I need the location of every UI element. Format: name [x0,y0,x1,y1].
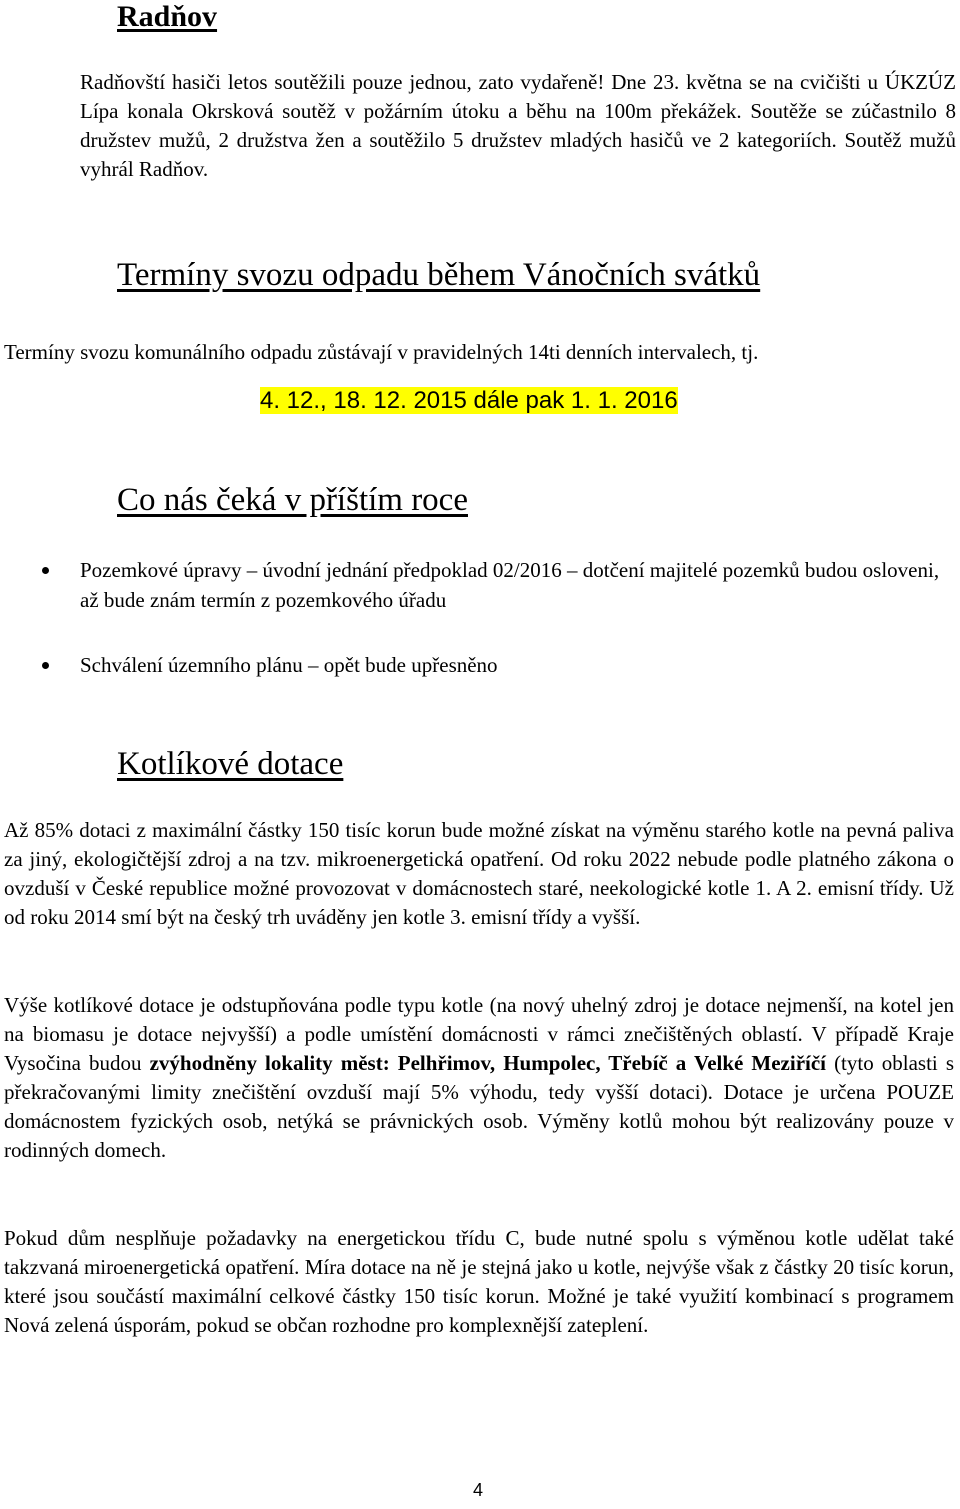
waste-dates [260,386,678,416]
boilers-p2-text-end: (tyto oblasti s překračovanými limity znečištění ovzduší mají 5% výhodu, tedy vyšší dotaci). Dotace je určena POUZE domácnostem fyzických osob, netýká se právnických osob. Výměny kotlů mohou být realizovány pouze v rodinných domech. [4,1051,954,1162]
section-title-boilers: Kotlíkové dotace [117,746,344,782]
boilers-paragraph-3: Pokud dům nesplňuje požadavky na energetickou třídu C, bude nutné spolu s výměnou kotle udělat také takzvaná miroenergetická opatření. Míra dotace na ně je stejná jako u kotle, nejvýše však z částky 20 tisíc korun, které jsou součástí maximální celkové částky 150 tisíc korun. Možné je také využití kombinací s programem Nová zelená úsporám, pokud se občan rozhodne pro komplexnější zateplení. [4,1226,954,1337]
section-title-next-year: Co nás čeká v příštím roce [117,482,468,518]
list-item [42,555,956,615]
page-number: 4 [473,1480,484,1500]
section-title-radnov: Radňov [117,0,218,33]
boilers-paragraph-2 [4,991,954,1165]
waste-paragraph: Termíny svozu komunálního odpadu zůstávají v pravidelných 14ti denních intervalech, tj. [4,340,759,364]
section-title-waste: Termíny svozu odpadu během Vánočních svátků [117,257,761,293]
highlighted-dates: 4. 12., 18. 12. 2015 dále pak 1. 1. 2016 [260,387,678,414]
bullet-icon [42,662,49,669]
bullet-icon [42,567,49,574]
list-item-text: Pozemkové úpravy – úvodní jednání předpoklad 02/2016 – dotčení majitelé pozemků budou osloveni, až bude znám termín z pozemkového úřadu [80,558,940,612]
boilers-paragraph-1: Až 85% dotaci z maximální částky 150 tisíc korun bude možné získat na výměnu starého kotle na pevná paliva za jiný, ekologičtější zdroj a na tzv. mikroenergetická opatření. Od roku 2022 nebude podle platného zákona o ovzduší v České republice možné provozovat v domácnostech staré, neekologické kotle 1. A 2. emisní třídy. Už od roku 2014 smí být na český trh uváděny jen kotle 3. emisní třídy a vyšší. [4,818,954,929]
next-year-list [42,555,956,680]
list-item-text: Schválení územního plánu – opět bude upřesněno [80,653,498,677]
radnov-paragraph: Radňovští hasiči letos soutěžili pouze jednou, zato vydařeně! Dne 23. května se na cvičišti u ÚKZÚZ Lípa konala Okrsková soutěž v požárním útoku a běhu na 100m překážek. Soutěže se zúčastnilo 8 družstev mužů, 2 družstva žen a soutěžilo 5 družstev mladých hasičů ve 2 kategoriích. Soutěž mužů vyhrál Radňov. [80,70,956,181]
boilers-p2-bold: zvýhodněny lokality měst: Pelhřimov, Humpolec, Třebíč a Velké Meziříčí [149,1051,827,1075]
list-item [42,650,956,680]
boilers-p2-text: Výše kotlíkové dotace je odstupňována podle typu kotle (na nový uhelný zdroj je dotace nejmenší, na kotel jen na biomasu je dotace nejvyšší) a podle umístění domácnosti v rámci znečištěných oblastí. V případě Kraje Vysočina budou [4,993,954,1075]
